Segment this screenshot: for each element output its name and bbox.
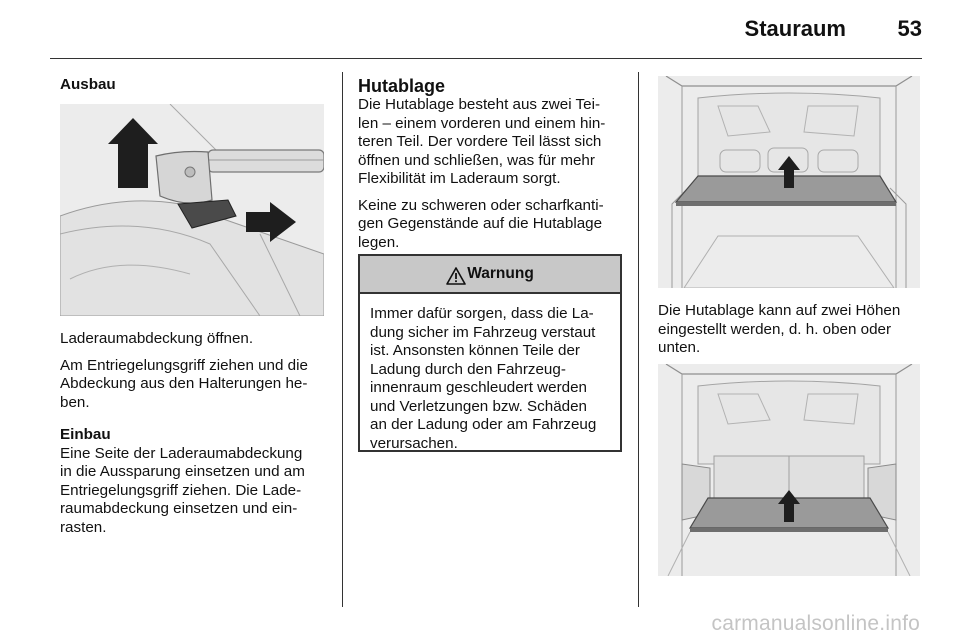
ausbau-text bbox=[60, 357, 328, 413]
heading-einbau: Einbau bbox=[60, 426, 111, 443]
shelf-lower-drawing bbox=[658, 364, 920, 576]
watermark: carmanualsonline.info bbox=[711, 612, 920, 635]
text-line: Die Hutablage kann auf zwei Höhen bbox=[658, 302, 901, 319]
column-height-text bbox=[658, 302, 922, 366]
text-line: Am Entriegelungsgriff ziehen und die bbox=[60, 356, 308, 374]
text-line: öffnen und schließen, was für mehr bbox=[358, 151, 595, 169]
text-line: Keine zu schweren oder scharfkanti- bbox=[358, 196, 604, 214]
page-header-title: Stauraum bbox=[744, 16, 846, 41]
text-line: Entriegelungsgriff ziehen. Die Lade- bbox=[60, 481, 302, 499]
height-text bbox=[658, 302, 922, 358]
warning-title: Warnung bbox=[467, 265, 534, 282]
text-line: unten. bbox=[658, 339, 701, 356]
warning-body bbox=[360, 294, 620, 453]
text-line: ben. bbox=[60, 393, 90, 411]
section-title-hutablage: Hutablage bbox=[358, 76, 446, 96]
text-line: Flexibilität im Laderaum sorgt. bbox=[358, 170, 561, 187]
column-1-body bbox=[60, 330, 328, 545]
illustration-cover-removal bbox=[60, 104, 324, 316]
text-line: verursachen. bbox=[370, 434, 458, 452]
text-line: und Verletzungen bzw. Schäden bbox=[370, 397, 588, 415]
column-removal-installation bbox=[60, 76, 328, 95]
text-line: Immer dafür sorgen, dass die La- bbox=[370, 305, 594, 322]
text-line: Eine Seite der Laderaumabdeckung bbox=[60, 444, 303, 462]
warning-header bbox=[360, 256, 620, 294]
text-line: Die Hutablage besteht aus zwei Tei- bbox=[358, 96, 601, 113]
hutablage-intro bbox=[358, 96, 624, 189]
shelf-upper-drawing bbox=[658, 76, 920, 288]
text-line: ist. Ansonsten können Teile der bbox=[370, 342, 580, 359]
hutablage-note bbox=[358, 197, 624, 253]
warning-triangle-icon bbox=[446, 263, 466, 281]
illustration-shelf-lower bbox=[658, 364, 920, 576]
column-divider-left bbox=[342, 72, 343, 607]
einbau-block bbox=[60, 426, 328, 537]
text-line: Ladung durch den Fahrzeug- bbox=[370, 360, 566, 378]
column-hutablage bbox=[358, 76, 624, 260]
text-line: teren Teil. Der vordere Teil lässt sich bbox=[358, 133, 602, 150]
text-line: Abdeckung aus den Halterungen he- bbox=[60, 375, 308, 392]
heading-ausbau: Ausbau bbox=[60, 76, 116, 93]
text-line: rasten. bbox=[60, 518, 107, 536]
cover-removal-drawing bbox=[60, 104, 324, 316]
page-number: 53 bbox=[897, 16, 922, 41]
ausbau-caption: Laderaumabdeckung öffnen. bbox=[60, 330, 254, 347]
text-line: raumabdeckung einsetzen und ein- bbox=[60, 500, 298, 517]
text-line: in die Aussparung einsetzen und am bbox=[60, 463, 305, 480]
text-line: innenraum geschleudert werden bbox=[370, 379, 587, 396]
text-line: gen Gegenstände auf die Hutablage bbox=[358, 215, 603, 232]
illustration-shelf-upper bbox=[658, 76, 920, 288]
text-line: legen. bbox=[358, 233, 400, 251]
text-line: dung sicher im Fahrzeug verstaut bbox=[370, 323, 596, 341]
text-line: eingestellt werden, d. h. oben oder bbox=[658, 320, 892, 338]
warning-box bbox=[358, 254, 622, 452]
text-line: an der Ladung oder am Fahrzeug bbox=[370, 416, 597, 433]
text-line: len – einem vorderen und einem hin- bbox=[358, 114, 606, 132]
column-divider-right bbox=[638, 72, 639, 607]
header-rule bbox=[50, 58, 922, 59]
